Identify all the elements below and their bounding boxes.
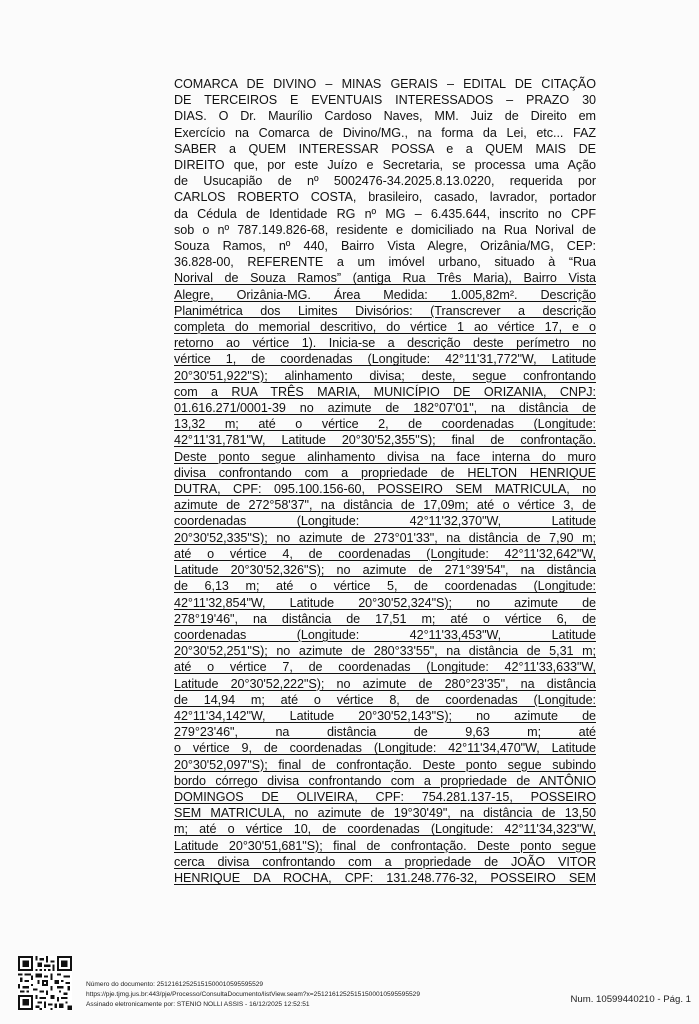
text-line: 20°30'52,097"S); final de confrontação. Deste ponto segue subindo xyxy=(174,757,596,772)
text-line: Alegre, Orizânia-MG. Área Medida: 1.005,82m². Descrição xyxy=(174,287,596,302)
document-url[interactable]: https://pje.tjmg.jus.br:443/pje/Processo/ConsultaDocumento/listView.seam?x=25121612525151500010595595529 xyxy=(86,991,421,999)
text-line: DE TERCEIROS E EVENTUAIS INTERESSADOS – PRAZO 30 xyxy=(174,93,596,108)
text-line: retorno ao vértice 1). Inicia-se a descrição deste perímetro no xyxy=(174,336,596,351)
text-line: até o vértice 7, de coordenadas (Longitude: 42°11'33,633"W, xyxy=(174,660,596,675)
text-line: Deste ponto segue alinhamento divisa na face interna do muro xyxy=(174,449,596,464)
text-line: SEM MATRICULA, no azimute de 19°30'49", na distância de 13,50 xyxy=(174,806,596,821)
edict-text-column xyxy=(174,76,596,886)
text-line: 42°11'34,142"W, Latitude 20°30'52,143"S); no azimute de xyxy=(174,708,596,723)
text-line: 20°30'52,335"S); no azimute de 273°01'33", na distância de 7,90 m; xyxy=(174,530,596,545)
text-line: 20°30'51,922"S); alinhamento divisa; deste, segue confrontando xyxy=(174,368,596,383)
text-line: COMARCA DE DIVINO – MINAS GERAIS – EDITAL DE CITAÇÃO xyxy=(174,77,596,91)
text-line: azimute de 272°58'37", na distância de 17,09m; até o vértice 3, de xyxy=(174,498,596,513)
text-line: m; até o vértice 10, de coordenadas (Longitude: 42°11'34,323"W, xyxy=(174,822,596,837)
text-line: Exercício na Comarca de Divino/MG., na forma da Lei, etc... FAZ xyxy=(174,125,596,140)
text-line: 279°23'46", na distância de 9,63 m; até xyxy=(174,725,596,740)
text-line: 42°11'31,781"W, Latitude 20°30'52,355"S); final de confrontação. xyxy=(174,433,596,448)
document-number: Número do documento: 25121612525151500010595595529 xyxy=(86,981,264,988)
text-line: CARLOS ROBERTO COSTA, brasileiro, casado, lavrador, portador xyxy=(174,190,596,205)
footer-metadata xyxy=(86,980,420,1011)
text-line: DUTRA, CPF: 095.100.156-60, POSSEIRO SEM MATRICULA, no xyxy=(174,482,596,497)
text-line: com a RUA TRÊS MARIA, MUNICÍPIO DE ORIZANIA, CNPJ: xyxy=(174,384,596,399)
text-line: o vértice 9, de coordenadas (Longitude: 42°11'34,470"W, Latitude xyxy=(174,741,596,756)
text-line: DIREITO que, por este Juízo e Secretaria, se processa uma Ação xyxy=(174,158,596,173)
text-line: da Cédula de Identidade RG nº MG – 6.435.644, inscrito no CPF xyxy=(174,206,596,221)
text-line: SABER a QUEM INTERESSAR POSSA e a QUEM MAIS DE xyxy=(174,141,596,156)
text-line: 36.828-00, REFERENTE a um imóvel urbano, situado à “Rua xyxy=(174,255,596,270)
text-line: Norival de Souza Ramos” (antiga Rua Três Maria), Bairro Vista xyxy=(174,271,596,286)
text-line: de 6,13 m; até o vértice 5, de coordenadas (Longitude: xyxy=(174,579,596,594)
text-line: DOMINGOS DE OLIVEIRA, CPF: 754.281.137-15, POSSEIRO xyxy=(174,789,596,804)
text-line: DIAS. O Dr. Maurílio Cardoso Naves, MM. Juiz de Direito em xyxy=(174,109,596,124)
page-number: Num. 10599440210 - Pág. 1 xyxy=(570,994,691,1005)
text-line: 20°30'52,251"S); no azimute de 280°33'55", na distância de 5,31 m; xyxy=(174,644,596,659)
text-line: 278°19'46", na distância de 17,51 m; até o vértice 6, de xyxy=(174,611,596,626)
text-line: vértice 1, de coordenadas (Longitude: 42°11'31,772"W, Latitude xyxy=(174,352,596,367)
text-line: cerca divisa confrontando com a propriedade de JOÃO VITOR xyxy=(174,854,596,869)
text-line: coordenadas (Longitude: 42°11'32,370"W, Latitude xyxy=(174,514,596,529)
qr-code xyxy=(18,956,72,1010)
text-line: divisa confrontando com a propriedade de HELTON HENRIQUE xyxy=(174,465,596,480)
text-line: Souza Ramos, nº 440, Bairro Vista Alegre, Orizânia/MG, CEP: xyxy=(174,239,596,254)
text-line: completa do memorial descritivo, do vértice 1 ao vértice 17, e o xyxy=(174,320,596,335)
text-line: Latitude 20°30'51,681"S); final de confrontação. Deste ponto segue xyxy=(174,838,596,853)
text-line: sob o nº 787.149.826-68, residente e domiciliado na Rua Norival de xyxy=(174,222,596,237)
text-line: de 14,94 m; até o vértice 8, de coordenadas (Longitude: xyxy=(174,692,596,707)
text-line: HENRIQUE DA ROCHA, CPF: 131.248.776-32, POSSEIRO SEM xyxy=(174,870,596,885)
text-line: coordenadas (Longitude: 42°11'33,453"W, Latitude xyxy=(174,627,596,642)
text-line: Latitude 20°30'52,326"S); no azimute de 271°39'54", na distância xyxy=(174,563,596,578)
text-line: de Usucapião de nº 5002476-34.2025.8.13.0220, requerida por xyxy=(174,174,596,189)
text-line: Planimétrica dos Limites Divisórios: (Transcrever a descrição xyxy=(174,303,596,318)
text-line: 13,32 m; até o vértice 2, de coordenadas (Longitude: xyxy=(174,417,596,432)
text-line: até o vértice 4, de coordenadas (Longitude: 42°11'32,642"W, xyxy=(174,546,596,561)
text-line: bordo córrego divisa confrontando com a propriedade de ANTÔNIO xyxy=(174,773,596,788)
text-line: 42°11'32,854"W, Latitude 20°30'52,324"S); no azimute de xyxy=(174,595,596,610)
text-line: Latitude 20°30'52,222"S); no azimute de 280°23'35", na distância xyxy=(174,676,596,691)
text-line: 01.616.271/0001-39 no azimute de 182°07'01", na distância de xyxy=(174,401,596,416)
electronic-signature: Assinado eletronicamente por: STENIO NOLLI ASSIS - 16/12/2025 12:52:51 xyxy=(86,1001,310,1009)
